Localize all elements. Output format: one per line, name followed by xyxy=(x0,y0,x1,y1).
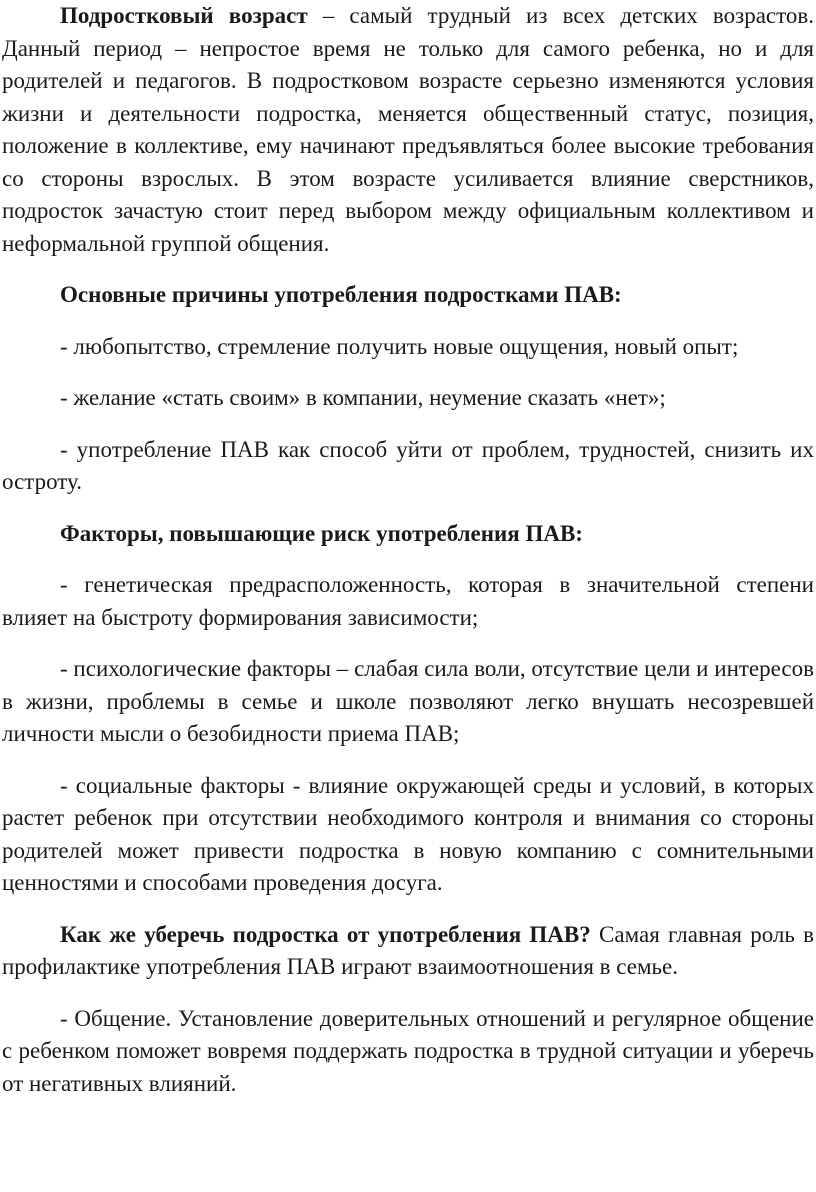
reasons-item: - употребление ПАВ как способ уйти от проблем, трудностей, снизить их остроту. xyxy=(2,436,814,494)
prevention-question: Как же уберечь подростка от употребления ПАВ? xyxy=(60,921,591,947)
factors-item: - генетическая предрасположенность, которая в значительной степени влияет на быстроту формирования зависимости; xyxy=(2,572,814,630)
intro-term: Подростковый возраст xyxy=(60,3,308,28)
reasons-item: - любопытство, стремление получить новые ощущения, новый опыт; xyxy=(60,333,739,359)
reasons-item: - желание «стать своим» в компании, неумение сказать «нет»; xyxy=(60,385,666,410)
factors-heading: Факторы, повышающие риск употребления ПАВ: xyxy=(60,520,583,546)
intro-text: – самый трудный из всех детских возрастов. Данный период – непростое время не только для самого ребенка, но и для родителей и педагогов. В подростковом возрасте серьезно изменяются условия жизни и деятельности подростка, меняется общественный статус, позиция, положение в коллективе, ему начинают предъявляться более высокие требования со стороны взрослых. В этом возрасте усиливается влияние сверстников, подросток зачастую стоит перед выбором между официальным коллективом и неформальной группой общения. xyxy=(2,3,814,256)
prevention-paragraph xyxy=(2,919,814,984)
reasons-heading: Основные причины употребления подростками ПАВ: xyxy=(60,282,622,307)
prevention-item: - Общение. Установление доверительных отношений и регулярное общение с ребенком поможет вовремя поддержать подростка в трудной ситуации и уберечь от негативных влияний. xyxy=(2,1005,814,1096)
factors-item: - социальные факторы - влияние окружающей среды и условий, в которых растет ребенок при отсутствии необходимого контроля и внимания со стороны родителей может привести подростка в новую компанию с сомнительными ценностями и способами проведения досуга. xyxy=(2,772,814,895)
intro-paragraph xyxy=(2,0,814,260)
prevention-text: Самая главная роль в профилактике употребления ПАВ играют взаимоотношения в семье. xyxy=(2,921,814,979)
factors-item: - психологические факторы – слабая сила воли, отсутствие цели и интересов в жизни, проблемы в семье и школе позволяют легко внушать несозревшей личности мысли о безобидности приема ПАВ; xyxy=(2,656,814,746)
